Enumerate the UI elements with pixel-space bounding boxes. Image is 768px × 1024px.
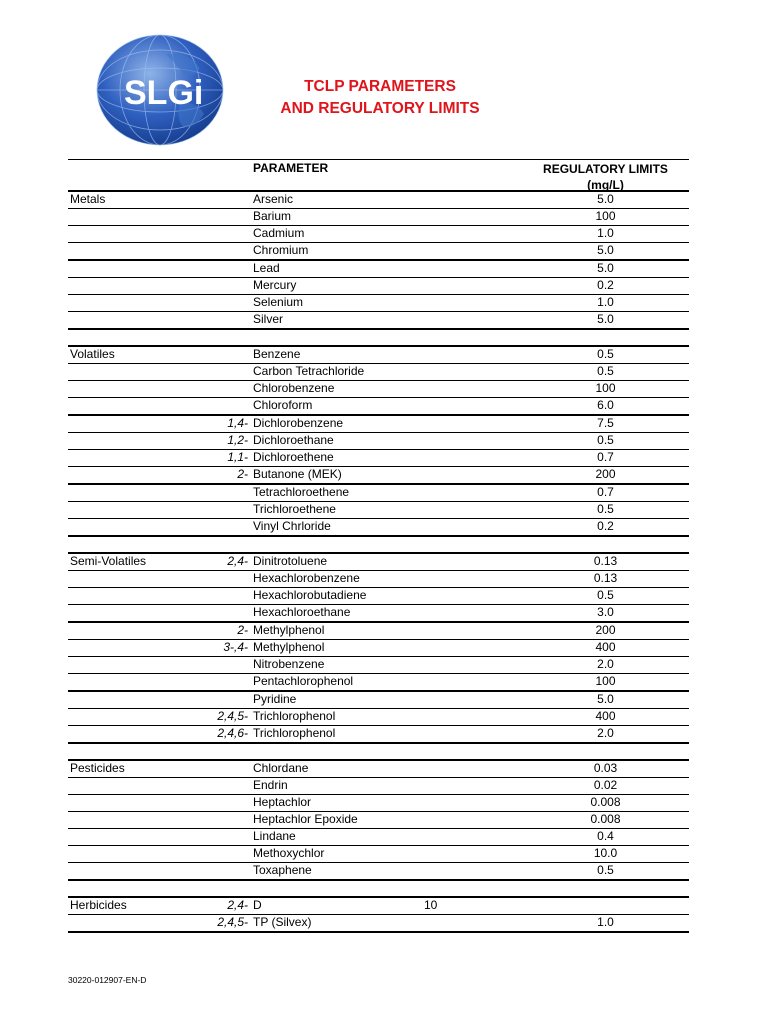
parameter-prefix: 3-,4-: [223, 640, 248, 654]
header-parameter: PARAMETER: [253, 161, 329, 175]
parameter-name: Lead: [253, 261, 280, 275]
table-row: [68, 398, 689, 416]
parameter-name: Vinyl Chrloride: [253, 519, 331, 533]
table-row: [68, 640, 689, 657]
parameter-name: TP (Silvex): [253, 915, 312, 929]
table-row: [68, 502, 689, 519]
table-row: [68, 209, 689, 226]
regulatory-limit: 100: [595, 674, 616, 688]
table-row: [68, 692, 689, 709]
table-row: [68, 433, 689, 450]
table-row: [68, 795, 689, 812]
extra-value: 10: [424, 898, 438, 912]
regulatory-limit: 0.5: [597, 347, 614, 361]
parameter-name: Carbon Tetrachloride: [253, 364, 365, 378]
table-row: [68, 761, 689, 778]
table-body: [68, 192, 689, 933]
title-line-2: AND REGULATORY LIMITS: [280, 100, 480, 117]
parameter-name: Hexachloroethane: [253, 605, 351, 619]
table-row: [68, 554, 689, 571]
parameter-prefix: 2,4,5-: [217, 915, 248, 929]
regulatory-limit: 0.13: [593, 571, 618, 585]
parameter-prefix: 2-: [237, 623, 248, 637]
table-row: [68, 588, 689, 605]
parameter-prefix: 2,4-: [227, 898, 248, 912]
parameter-name: Dinitrotoluene: [253, 554, 328, 568]
parameter-prefix: 2,4,5-: [217, 709, 248, 723]
regulatory-limit: 0.4: [597, 829, 614, 843]
header-limits-line-1: REGULATORY LIMITS: [543, 162, 668, 176]
parameter-name: Cadmium: [253, 226, 305, 240]
table-row: [68, 347, 689, 364]
parameter-name: Methylphenol: [253, 623, 325, 637]
regulatory-limit: 0.7: [597, 485, 614, 499]
company-logo: [96, 34, 224, 146]
parameter-name: Tetrachloroethene: [253, 485, 350, 499]
parameter-name: Barium: [253, 209, 292, 223]
header-regulatory-limits: [538, 161, 673, 193]
parameter-name: Pentachlorophenol: [253, 674, 354, 688]
parameter-prefix: 1,1-: [227, 450, 248, 464]
regulatory-limit: 3.0: [597, 605, 614, 619]
parameter-name: Selenium: [253, 295, 304, 309]
regulatory-limit: 0.5: [597, 588, 614, 602]
table-row: [68, 295, 689, 312]
regulatory-limit: 0.03: [593, 761, 618, 775]
parameter-name: Benzene: [253, 347, 301, 361]
parameter-name: Silver: [253, 312, 284, 326]
parameter-name: Pyridine: [253, 692, 297, 706]
regulatory-limit: 0.5: [597, 863, 614, 877]
parameter-name: Arsenic: [253, 192, 294, 206]
regulatory-limit: 0.2: [597, 519, 614, 533]
table-row: [68, 605, 689, 623]
table-row: [68, 450, 689, 467]
regulatory-limit: 200: [595, 467, 616, 481]
regulatory-limit: 0.008: [590, 795, 621, 809]
table-header: [68, 160, 689, 192]
regulatory-limit: 400: [595, 709, 616, 723]
table-row: [68, 709, 689, 726]
parameter-name: Heptachlor Epoxide: [253, 812, 358, 826]
regulatory-limit: 5.0: [597, 192, 614, 206]
parameter-name: Chlordane: [253, 761, 309, 775]
regulatory-limit: 0.008: [590, 812, 621, 826]
regulatory-limit: 2.0: [597, 726, 614, 740]
table-row: [68, 846, 689, 863]
parameter-name: Mercury: [253, 278, 297, 292]
regulatory-limit: 10.0: [593, 846, 618, 860]
regulatory-limit: 0.5: [597, 502, 614, 516]
regulatory-limit: 0.5: [597, 364, 614, 378]
group-name: Metals: [70, 192, 106, 206]
table-row: [68, 381, 689, 398]
regulatory-limit: 0.2: [597, 278, 614, 292]
table-row: [68, 467, 689, 485]
parameter-prefix: 2,4,6-: [217, 726, 248, 740]
logo-text: SLGi: [124, 74, 204, 112]
parameter-name: Chromium: [253, 243, 309, 257]
regulatory-limit: 5.0: [597, 312, 614, 326]
table-row: [68, 192, 689, 209]
table-row: [68, 243, 689, 261]
group-name: Pesticides: [70, 761, 125, 775]
group-name: Semi-Volatiles: [70, 554, 147, 568]
regulatory-limit: 0.7: [597, 450, 614, 464]
parameter-name: Lindane: [253, 829, 296, 843]
regulatory-limit: 6.0: [597, 398, 614, 412]
parameter-prefix: 1,4-: [227, 416, 248, 430]
group-name: Volatiles: [70, 347, 115, 361]
parameter-name: Chlorobenzene: [253, 381, 335, 395]
regulatory-limit: 100: [595, 209, 616, 223]
regulatory-limit: 0.13: [593, 554, 618, 568]
parameter-name: Hexachlorobutadiene: [253, 588, 367, 602]
table-row: [68, 623, 689, 640]
parameter-name: Methylphenol: [253, 640, 325, 654]
regulatory-limit: 0.5: [597, 433, 614, 447]
regulatory-limit: 400: [595, 640, 616, 654]
table-row: [68, 657, 689, 674]
parameter-name: Endrin: [253, 778, 288, 792]
table-row: [68, 364, 689, 381]
group-spacer: [68, 537, 689, 554]
regulatory-limit: 5.0: [597, 261, 614, 275]
regulatory-limits-table: [68, 159, 689, 933]
parameter-name: Trichlorophenol: [253, 726, 336, 740]
regulatory-limit: 5.0: [597, 692, 614, 706]
table-row: [68, 312, 689, 330]
group-spacer: [68, 744, 689, 761]
parameter-name: Dichloroethene: [253, 450, 334, 464]
regulatory-limit: 100: [595, 381, 616, 395]
parameter-name: Dichlorobenzene: [253, 416, 344, 430]
table-row: [68, 915, 689, 933]
parameter-name: Heptachlor: [253, 795, 312, 809]
parameter-name: Methoxychlor: [253, 846, 325, 860]
regulatory-limit: 5.0: [597, 243, 614, 257]
table-row: [68, 726, 689, 744]
title-line-1: TCLP PARAMETERS: [304, 78, 456, 95]
parameter-name: Toxaphene: [253, 863, 312, 877]
table-row: [68, 261, 689, 278]
table-row: [68, 829, 689, 846]
parameter-name: Chloroform: [253, 398, 313, 412]
regulatory-limit: 0.02: [593, 778, 618, 792]
regulatory-limit: 2.0: [597, 657, 614, 671]
table-row: [68, 416, 689, 433]
regulatory-limit: 7.5: [597, 416, 614, 430]
table-row: [68, 778, 689, 795]
regulatory-limit: 200: [595, 623, 616, 637]
table-row: [68, 278, 689, 295]
document-code: 30220-012907-EN-D: [68, 975, 147, 985]
table-row: [68, 674, 689, 692]
table-row: [68, 485, 689, 502]
group-spacer: [68, 881, 689, 898]
parameter-name: Dichloroethane: [253, 433, 334, 447]
regulatory-limit: 1.0: [597, 226, 614, 240]
parameter-name: Hexachlorobenzene: [253, 571, 360, 585]
table-row: [68, 863, 689, 881]
page-title: [230, 76, 530, 120]
regulatory-limit: 1.0: [597, 915, 614, 929]
group-name: Herbicides: [70, 898, 127, 912]
parameter-name: Nitrobenzene: [253, 657, 325, 671]
table-row: [68, 226, 689, 243]
parameter-prefix: 2-: [237, 467, 248, 481]
table-row: [68, 898, 689, 915]
regulatory-limit: 1.0: [597, 295, 614, 309]
parameter-prefix: 2,4-: [227, 554, 248, 568]
table-row: [68, 812, 689, 829]
header-limits-line-2: (mg/L): [587, 178, 624, 192]
table-row: [68, 571, 689, 588]
parameter-name: D: [253, 898, 262, 912]
parameter-name: Butanone (MEK): [253, 467, 342, 481]
parameter-name: Trichloroethene: [253, 502, 336, 516]
group-spacer: [68, 330, 689, 347]
table-row: [68, 519, 689, 537]
parameter-prefix: 1,2-: [227, 433, 248, 447]
parameter-name: Trichlorophenol: [253, 709, 336, 723]
